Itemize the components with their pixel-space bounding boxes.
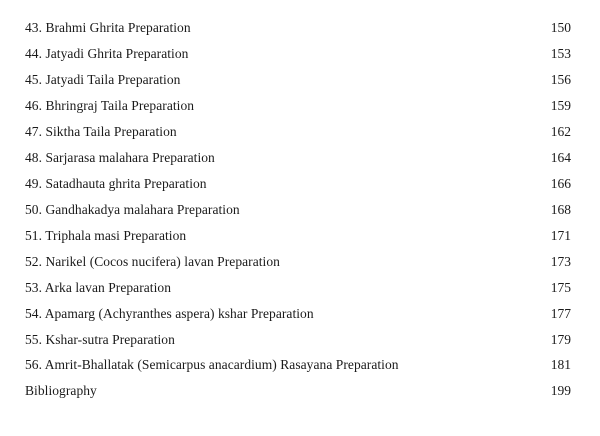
toc-entry-page-number: 179 (550, 332, 571, 347)
toc-entry-title: 43. Brahmi Ghrita Preparation (25, 20, 191, 35)
toc-entry-title: 54. Apamarg (Achyranthes aspera) kshar Preparation (25, 306, 314, 321)
toc-entry-page-number: 168 (550, 202, 571, 217)
toc-entry-title: 46. Bhringraj Taila Preparation (25, 98, 195, 113)
toc-entry-page-number: 164 (550, 150, 571, 165)
toc-entry (25, 70, 571, 90)
toc-entry-page-number: 181 (550, 357, 571, 372)
toc-entry-page-number: 156 (550, 72, 571, 87)
toc-entry-title: 49. Satadhauta ghrita Preparation (25, 176, 207, 191)
toc-entry-page-number: 166 (550, 176, 571, 191)
toc-entry-title: 50. Gandhakadya malahara Preparation (25, 202, 240, 217)
toc-entry-title: Bibliography (25, 383, 97, 398)
toc-entry (25, 226, 571, 246)
toc-entry (25, 304, 571, 324)
toc-entry (25, 18, 571, 38)
toc-entry-page-number: 173 (550, 254, 571, 269)
toc-entry-page-number: 159 (550, 98, 571, 113)
toc-entry-title: 53. Arka lavan Preparation (25, 280, 172, 295)
toc-entry-title: 51. Triphala masi Preparation (25, 228, 187, 243)
toc-entry-title: 52. Narikel (Cocos nucifera) lavan Preparation (25, 254, 280, 269)
toc-entry-title: 44. Jatyadi Ghrita Preparation (25, 46, 189, 61)
toc-entry-page-number: 153 (550, 46, 571, 61)
toc-entry-page-number: 162 (550, 124, 571, 139)
toc-entry-title: 55. Kshar-sutra Preparation (25, 332, 175, 347)
toc-entry-page-number: 171 (550, 228, 571, 243)
toc-entry-page-number: 199 (550, 383, 571, 398)
toc-entry (25, 278, 571, 298)
toc-entry (25, 96, 571, 116)
toc-entry (25, 330, 571, 350)
toc-entry-page-number: 175 (550, 280, 571, 295)
toc-entry-title: 45. Jatyadi Taila Preparation (25, 72, 181, 87)
toc-entry-title: 48. Sarjarasa malahara Preparation (25, 150, 215, 165)
toc-entry-title: 47. Siktha Taila Preparation (25, 124, 177, 139)
toc-entry (25, 44, 571, 64)
toc-entry-page-number: 150 (550, 20, 571, 35)
toc-entry (25, 122, 571, 142)
toc-entry (25, 252, 571, 272)
toc-entry (25, 148, 571, 168)
toc-entry-bibliography (25, 381, 571, 401)
toc-entry (25, 200, 571, 220)
toc-entry-title: 56. Amrit-Bhallatak (Semicarpus anacardium) Rasayana Preparation (25, 357, 399, 372)
toc-entry-page-number: 177 (550, 306, 571, 321)
toc-entry (25, 174, 571, 194)
toc-entry (25, 355, 571, 375)
